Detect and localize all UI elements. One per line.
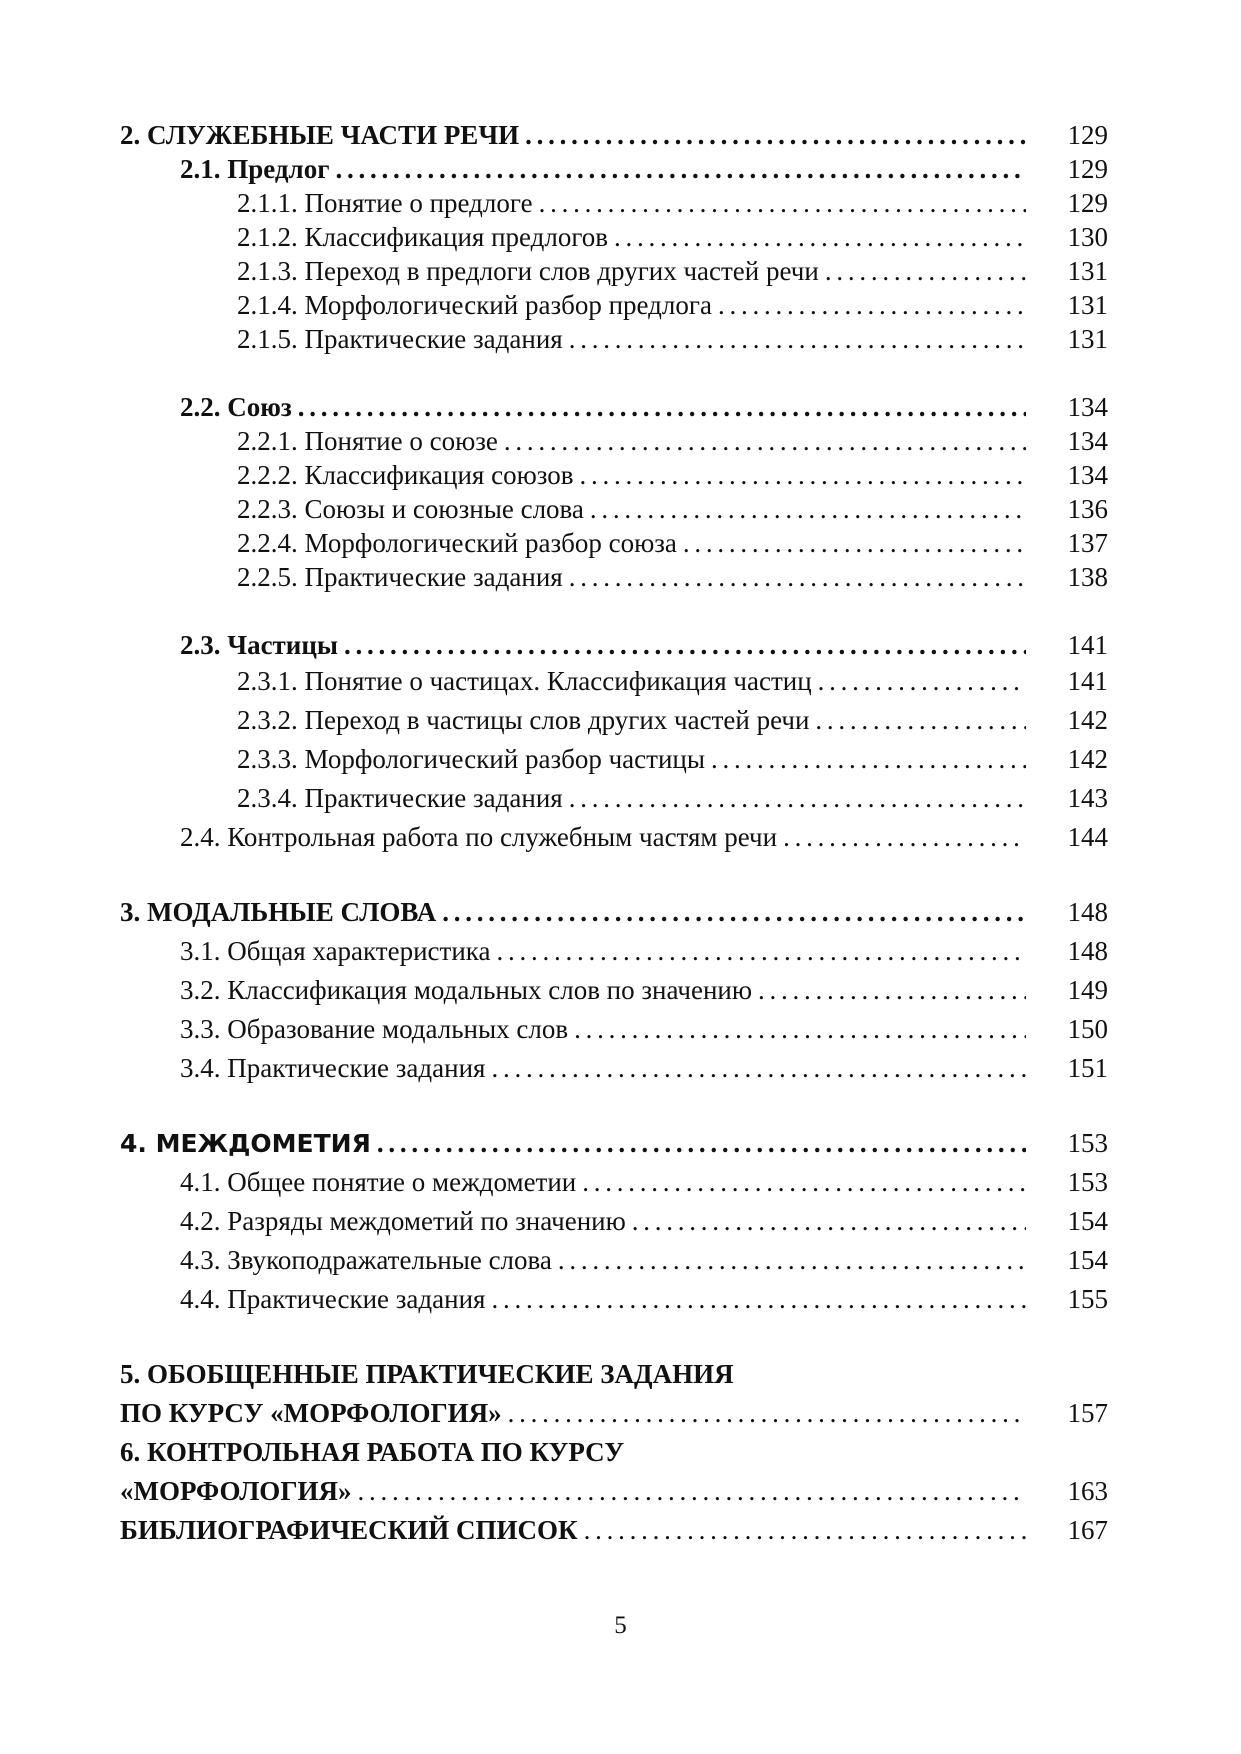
- toc-leader-dots: [335, 152, 1026, 186]
- toc-entry-s2-3-4[interactable]: [120, 779, 1108, 818]
- toc-entry-page: 131: [1067, 324, 1108, 354]
- toc-entry-title: 2.1.3. Переход в предлоги слов других частей речи: [237, 256, 819, 286]
- toc-entry-title: 2.2.4. Морфологический разбор союза: [237, 528, 677, 558]
- toc-entry-page: 150: [1067, 1014, 1108, 1044]
- toc-entry-page: 137: [1067, 528, 1108, 558]
- toc-entry-s2-2[interactable]: [120, 390, 1108, 424]
- toc-entry-page: 154: [1067, 1206, 1108, 1236]
- toc-entry-page: 134: [1067, 426, 1108, 456]
- toc-leader-dots: [632, 1202, 1026, 1241]
- toc-entry-s2-3[interactable]: [120, 628, 1108, 662]
- toc-entry-s4-1[interactable]: [120, 1163, 1108, 1202]
- toc-entry-s2-1-4[interactable]: [120, 288, 1108, 322]
- spacer: [120, 1319, 1108, 1355]
- toc-entry-title: 3.4. Практические задания: [180, 1053, 486, 1083]
- table-of-contents: [120, 118, 1108, 1550]
- toc-entry-page: 130: [1067, 222, 1108, 252]
- toc-entry-title: 2.2.3. Союзы и союзные слова: [237, 494, 584, 524]
- toc-entry-s2-2-4[interactable]: [120, 526, 1108, 560]
- toc-entry-s3-3[interactable]: [120, 1010, 1108, 1049]
- toc-entry-page: 141: [1067, 630, 1108, 660]
- toc-entry-page: 149: [1067, 975, 1108, 1005]
- toc-entry-page: 143: [1067, 783, 1108, 813]
- toc-entry-s3-2[interactable]: [120, 971, 1108, 1010]
- toc-entry-title: 2.1.1. Понятие о предлоге: [237, 188, 533, 218]
- toc-leader-dots: [574, 1010, 1026, 1049]
- toc-leader-dots: [590, 492, 1026, 526]
- toc-leader-dots: [491, 1280, 1026, 1319]
- toc-leader-dots: [683, 526, 1026, 560]
- toc-entry-title: 2.3.1. Понятие о частицах. Классификация частиц: [237, 666, 812, 696]
- page-number: 5: [614, 1612, 627, 1639]
- toc-entry-page: 136: [1067, 494, 1108, 524]
- toc-entry-title: 2.2.2. Классификация союзов: [237, 460, 574, 490]
- toc-leader-dots: [569, 322, 1026, 356]
- toc-leader-dots: [584, 1511, 1026, 1550]
- toc-leader-dots: [825, 254, 1026, 288]
- toc-entry-page: 129: [1067, 154, 1108, 184]
- toc-leader-dots: [508, 1394, 1026, 1433]
- toc-entry-title: 2.4. Контрольная работа по служебным частям речи: [180, 822, 778, 852]
- toc-entry-title: 2.3.4. Практические задания: [237, 783, 563, 813]
- toc-entry-s4[interactable]: [120, 1124, 1108, 1163]
- toc-entry-title: «МОРФОЛОГИЯ»: [120, 1476, 352, 1506]
- toc-leader-dots: [711, 740, 1026, 779]
- toc-entry-title: 2.3.3. Морфологический разбор частицы: [237, 744, 705, 774]
- toc-entry-page: 142: [1067, 705, 1108, 735]
- toc-entry-title: 3.3. Образование модальных слов: [180, 1014, 569, 1044]
- toc-leader-dots: [818, 662, 1026, 701]
- toc-entry-title: 5. ОБОБЩЕННЫЕ ПРАКТИЧЕСКИЕ ЗАДАНИЯ: [120, 1359, 734, 1389]
- toc-entry-s2-3-1[interactable]: [120, 662, 1108, 701]
- toc-leader-dots: [718, 288, 1026, 322]
- toc-leader-dots: [582, 1163, 1026, 1202]
- toc-entry-s2-2-5[interactable]: [120, 560, 1108, 594]
- toc-entry-title: 2.1.4. Морфологический разбор предлога: [237, 290, 712, 320]
- toc-leader-dots: [377, 1124, 1026, 1163]
- toc-entry-title: 2.1.5. Практические задания: [237, 324, 563, 354]
- toc-entry-s2-2-2[interactable]: [120, 458, 1108, 492]
- toc-entry-s6-line1[interactable]: [120, 1433, 1108, 1472]
- toc-leader-dots: [580, 458, 1027, 492]
- toc-entry-title: 4.4. Практические задания: [180, 1284, 486, 1314]
- toc-entry-page: 153: [1067, 1128, 1108, 1158]
- toc-entry-title: 2.1.2. Классификация предлогов: [237, 222, 609, 252]
- toc-leader-dots: [442, 893, 1026, 932]
- toc-entry-page: 131: [1067, 290, 1108, 320]
- toc-leader-dots: [358, 1472, 1027, 1511]
- toc-entry-page: 148: [1067, 936, 1108, 966]
- toc-entry-page: 134: [1067, 460, 1108, 490]
- toc-entry-s2-1[interactable]: [120, 152, 1108, 186]
- toc-entry-s2-2-1[interactable]: [120, 424, 1108, 458]
- spacer: [120, 857, 1108, 893]
- toc-entry-title: 2.2.1. Понятие о союзе: [237, 426, 498, 456]
- toc-entry-s3[interactable]: [120, 893, 1108, 932]
- toc-entry-title: 2.2. Союз: [180, 392, 292, 422]
- toc-entry-s3-1[interactable]: [120, 932, 1108, 971]
- toc-entry-title: 3.1. Общая характеристика: [180, 936, 491, 966]
- toc-leader-dots: [783, 818, 1026, 857]
- toc-entry-page: 153: [1067, 1167, 1108, 1197]
- toc-entry-s2-4[interactable]: [120, 818, 1108, 857]
- toc-entry-title: 2.1. Предлог: [180, 154, 330, 184]
- toc-leader-dots: [558, 1241, 1026, 1280]
- toc-entry-s2[interactable]: [120, 118, 1108, 152]
- toc-entry-page: 144: [1067, 822, 1108, 852]
- toc-entry-page: 167: [1067, 1515, 1108, 1545]
- toc-leader-dots: [758, 971, 1026, 1010]
- spacer: [120, 1088, 1108, 1124]
- toc-entry-page: 141: [1067, 666, 1108, 696]
- toc-leader-dots: [504, 424, 1026, 458]
- toc-entry-title: 4.2. Разряды междометий по значению: [180, 1206, 626, 1236]
- toc-leader-dots: [614, 220, 1026, 254]
- toc-entry-page: 134: [1067, 392, 1108, 422]
- toc-entry-page: 163: [1067, 1476, 1108, 1506]
- toc-entry-page: 129: [1067, 188, 1108, 218]
- toc-entry-title: 2. СЛУЖЕБНЫЕ ЧАСТИ РЕЧИ: [120, 120, 520, 150]
- spacer: [120, 356, 1108, 390]
- toc-leader-dots: [569, 560, 1026, 594]
- toc-entry-s2-2-3[interactable]: [120, 492, 1108, 526]
- toc-leader-dots: [539, 186, 1026, 220]
- toc-entry-s4-2[interactable]: [120, 1202, 1108, 1241]
- toc-entry-title: 2.2.5. Практические задания: [237, 562, 563, 592]
- toc-leader-dots: [344, 628, 1026, 662]
- toc-entry-s4-4[interactable]: [120, 1280, 1108, 1319]
- toc-entry-s6-line2[interactable]: [120, 1472, 1108, 1511]
- toc-entry-s2-1-5[interactable]: [120, 322, 1108, 356]
- spacer: [120, 594, 1108, 628]
- toc-leader-dots: [491, 1049, 1026, 1088]
- toc-entry-page: 157: [1067, 1398, 1108, 1428]
- toc-entry-s5-line2[interactable]: [120, 1394, 1108, 1433]
- toc-entry-s2-3-3[interactable]: [120, 740, 1108, 779]
- toc-entry-page: 148: [1067, 897, 1108, 927]
- toc-entry-title: БИБЛИОГРАФИЧЕСКИЙ СПИСОК: [120, 1515, 578, 1545]
- toc-entry-title: 6. КОНТРОЛЬНАЯ РАБОТА ПО КУРСУ: [120, 1437, 625, 1467]
- toc-entry-s2-1-1[interactable]: [120, 186, 1108, 220]
- toc-leader-dots: [525, 118, 1026, 152]
- toc-entry-title: 2.3.2. Переход в частицы слов других частей речи: [237, 705, 810, 735]
- toc-entry-page: 155: [1067, 1284, 1108, 1314]
- toc-leader-dots: [496, 932, 1026, 971]
- toc-entry-title: 2.3. Частицы: [180, 630, 339, 660]
- toc-entry-s2-3-2[interactable]: [120, 701, 1108, 740]
- toc-entry-page: 131: [1067, 256, 1108, 286]
- toc-leader-dots: [298, 390, 1026, 424]
- toc-entry-s5-line1[interactable]: [120, 1355, 1108, 1394]
- toc-leader-dots: [569, 779, 1026, 818]
- toc-entry-title: 3.2. Классификация модальных слов по значению: [180, 975, 753, 1005]
- toc-entry-page: 154: [1067, 1245, 1108, 1275]
- toc-entry-title: 4. МЕЖДОМЕТИЯ: [120, 1129, 371, 1158]
- toc-entry-page: 138: [1067, 562, 1108, 592]
- toc-entry-title: 3. МОДАЛЬНЫЕ СЛОВА: [120, 897, 437, 927]
- toc-entry-title: 4.3. Звукоподражательные слова: [180, 1245, 552, 1275]
- toc-entry-page: 151: [1067, 1053, 1108, 1083]
- toc-entry-s3-4[interactable]: [120, 1049, 1108, 1088]
- toc-entry-title: 4.1. Общее понятие о междометии: [180, 1167, 577, 1197]
- toc-leader-dots: [815, 701, 1026, 740]
- toc-entry-page: 129: [1067, 120, 1108, 150]
- toc-entry-s2-1-3[interactable]: [120, 254, 1108, 288]
- toc-entry-page: 142: [1067, 744, 1108, 774]
- toc-entry-s2-1-2[interactable]: [120, 220, 1108, 254]
- toc-entry-s4-3[interactable]: [120, 1241, 1108, 1280]
- toc-entry-title: ПО КУРСУ «МОРФОЛОГИЯ»: [120, 1398, 502, 1428]
- toc-entry-bibliography[interactable]: [120, 1511, 1108, 1550]
